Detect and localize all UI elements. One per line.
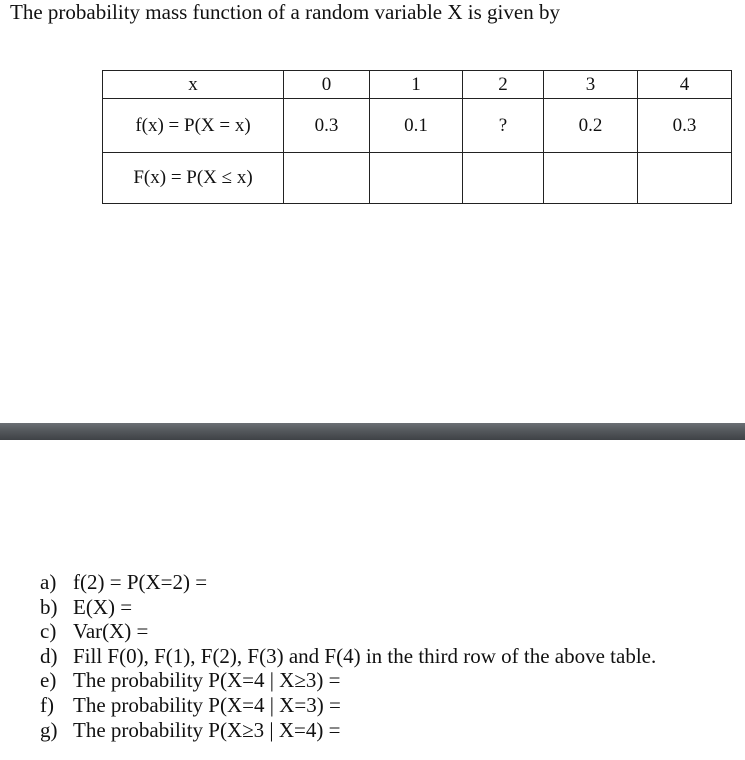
question-marker: d) <box>40 643 58 668</box>
cell-pmf-4: 0.3 <box>638 99 732 153</box>
cell-cdf-3 <box>544 153 638 204</box>
cell-cdf-0 <box>284 153 370 204</box>
question-list <box>40 570 656 742</box>
cell-pmf-3: 0.2 <box>544 99 638 153</box>
question-text: f(2) = P(X=2) = <box>73 570 208 594</box>
question-item <box>40 693 656 718</box>
question-item <box>40 718 656 743</box>
cell-x-0: 0 <box>284 71 370 99</box>
cell-pmf-1: 0.1 <box>370 99 463 153</box>
cell-cdf-1 <box>370 153 463 204</box>
cell-x-4: 4 <box>638 71 732 99</box>
question-marker: c) <box>40 619 57 644</box>
question-text: The probability P(X=4 | X≥3) = <box>73 668 341 693</box>
cell-pmf-0: 0.3 <box>284 99 370 153</box>
table-row-pmf <box>103 99 732 153</box>
question-item <box>40 668 656 693</box>
question-marker: e) <box>40 668 57 693</box>
page-divider <box>0 423 745 440</box>
row-label-cdf: F(x) = P(X ≤ x) <box>103 153 284 204</box>
row-label-x: x <box>103 71 284 99</box>
cell-x-3: 3 <box>544 71 638 99</box>
cell-x-1: 1 <box>370 71 463 99</box>
question-marker: f) <box>40 692 54 717</box>
question-item <box>40 570 656 595</box>
table-row-cdf <box>103 153 732 204</box>
table-row-x <box>103 71 732 99</box>
question-text: E(X) = <box>73 594 133 619</box>
cell-pmf-2: ? <box>463 99 544 153</box>
question-text: The probability P(X=4 | X=3) = <box>73 692 341 717</box>
question-marker: g) <box>40 717 58 742</box>
intro-text: The probability mass function of a random variable X is given by <box>10 0 560 24</box>
question-text: The probability P(X≥3 | X=4) = <box>73 717 341 742</box>
question-marker: a) <box>40 570 57 594</box>
cell-x-2: 2 <box>463 71 544 99</box>
question-text: Fill F(0), F(1), F(2), F(3) and F(4) in the third row of the above table. <box>73 643 657 668</box>
row-label-pmf: f(x) = P(X = x) <box>103 99 284 153</box>
question-item <box>40 644 656 669</box>
cell-cdf-4 <box>638 153 732 204</box>
pmf-table <box>102 70 732 204</box>
question-marker: b) <box>40 594 58 619</box>
cell-cdf-2 <box>463 153 544 204</box>
question-item <box>40 619 656 644</box>
question-item <box>40 595 656 620</box>
question-text: Var(X) = <box>73 619 149 644</box>
